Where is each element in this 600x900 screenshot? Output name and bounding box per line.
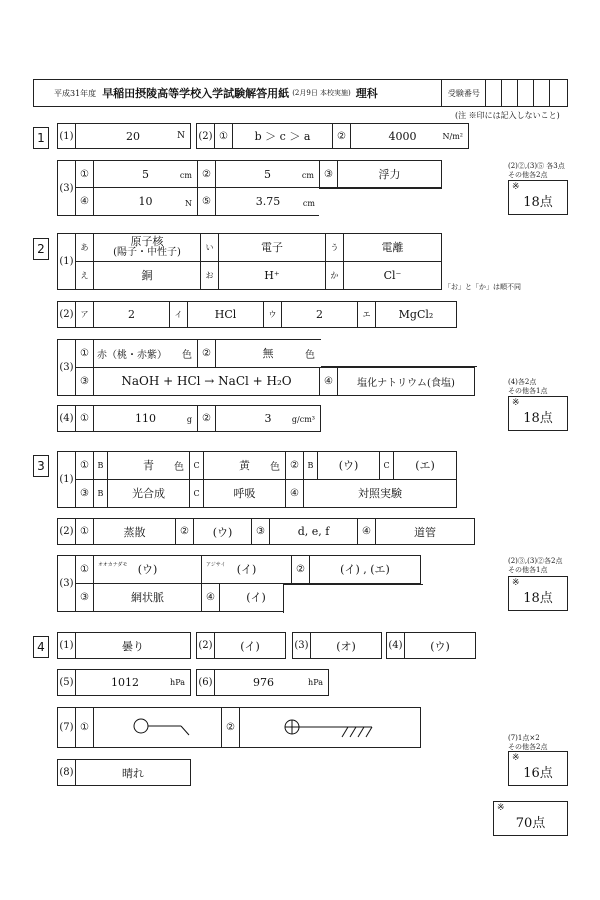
answer-value: 晴れ — [122, 766, 144, 780]
header-title-cell — [34, 80, 442, 106]
sub-label: ⑤ — [198, 188, 216, 215]
answer-field[interactable] — [94, 234, 201, 261]
q2-score-box — [508, 396, 568, 431]
answer-field[interactable] — [94, 556, 202, 583]
answer-field[interactable] — [94, 161, 198, 187]
part-label: (2) — [58, 519, 76, 544]
answer-field[interactable] — [270, 519, 358, 544]
answer-unit: N — [177, 131, 185, 141]
answer-value: 2 — [316, 308, 323, 321]
answer-value: (オ) — [336, 639, 356, 653]
sub-label: か — [326, 262, 344, 290]
sub-label: B — [304, 452, 318, 479]
q4-part4 — [386, 632, 476, 659]
q4-part3 — [292, 632, 382, 659]
answer-value: 黄 — [239, 459, 250, 473]
answer-value: 光合成 — [132, 487, 165, 501]
sub-label: C — [190, 480, 204, 508]
header-date: (2月9日 本校実施) — [292, 89, 351, 97]
sub-label: C — [190, 452, 204, 479]
sub-label: ① — [76, 708, 94, 747]
answer-unit: 色 — [305, 349, 315, 361]
answer-field[interactable] — [216, 340, 320, 367]
answer-field[interactable] — [405, 633, 475, 658]
score-value: 18点 — [523, 591, 553, 606]
score-value: 18点 — [523, 411, 553, 426]
sub-label: ④ — [286, 480, 304, 508]
answer-value: d, e, f — [297, 525, 330, 538]
answer-value: 4000 — [388, 129, 417, 143]
q2-order-note: 「お」と「か」は順不同 — [444, 283, 521, 291]
sub-label: お — [201, 262, 219, 290]
q1-score-box — [508, 180, 568, 215]
answer-value: 曇り — [122, 639, 144, 653]
question-1-number: 1 — [33, 127, 49, 149]
answer-value: 道管 — [414, 525, 436, 539]
answer-field[interactable] — [216, 188, 320, 215]
answer-unit: g — [186, 415, 192, 424]
answer-value: 110 — [135, 412, 156, 425]
q2-score-note — [508, 378, 547, 396]
exam-number-field[interactable] — [550, 80, 567, 106]
answer-field[interactable] — [188, 302, 264, 327]
answer-value: 電離 — [381, 241, 404, 255]
part-label: (2) — [197, 633, 215, 658]
sub-label: ④ — [76, 188, 94, 215]
answer-field[interactable] — [233, 124, 333, 148]
sub-label: ③ — [76, 368, 94, 396]
not-fill-mark: ※ — [512, 182, 520, 192]
answer-unit: cm — [179, 171, 192, 180]
sub-label: ② — [198, 406, 216, 431]
score-note-line: (7)1点×2 — [508, 734, 540, 742]
answer-value: b ＞ c ＞ a — [254, 130, 311, 143]
answer-value: (イ) — [246, 591, 266, 605]
header-school: 早稲田摂陵高等学校入学試験解答用紙 — [102, 87, 290, 100]
answer-value: H⁺ — [264, 268, 280, 282]
answer-field[interactable] — [338, 161, 441, 187]
weather-symbol-1 — [103, 713, 213, 743]
exam-number-field[interactable] — [486, 80, 502, 106]
score-note-line: その他各1点 — [508, 566, 548, 574]
answer-unit: g/cm³ — [291, 415, 315, 424]
answer-field[interactable] — [351, 124, 468, 148]
weather-symbol-2 — [260, 713, 400, 743]
score-note-line: その他各2点 — [508, 743, 548, 751]
q3-score-box — [508, 576, 568, 611]
sub-label: ② — [198, 161, 216, 187]
answer-value: (エ) — [415, 459, 435, 473]
q4-score-box — [508, 751, 568, 786]
q1-part2 — [196, 123, 469, 149]
answer-value: (ウ) — [212, 525, 233, 539]
header-year: 平成31年度 — [54, 88, 97, 98]
part-label: (8) — [58, 760, 76, 785]
part-label: (3) — [58, 556, 76, 611]
answer-value: HCl — [214, 308, 237, 321]
q4-part2 — [196, 632, 286, 659]
exam-number-field[interactable] — [534, 80, 550, 106]
answer-field[interactable] — [204, 480, 286, 508]
sub-label: あ — [76, 234, 94, 261]
sub-label: ② — [222, 708, 240, 747]
part-label: (6) — [197, 670, 215, 695]
sub-label: ① — [76, 161, 94, 187]
answer-value: 塩化ナトリウム(食塩) — [357, 377, 455, 389]
answer-field[interactable] — [376, 302, 456, 327]
answer-field[interactable] — [216, 406, 320, 431]
answer-unit: cm — [301, 171, 314, 180]
sub-label: い — [201, 234, 219, 261]
sub-label: ① — [76, 452, 94, 479]
q3-part1 — [57, 451, 457, 508]
total-score-box — [493, 801, 568, 836]
not-fill-mark: ※ — [512, 578, 520, 588]
answer-field[interactable] — [338, 368, 474, 396]
q2-part4 — [57, 405, 321, 432]
total-score-value: 70点 — [515, 816, 546, 831]
sub-label: ④ — [358, 519, 376, 544]
part-label: (4) — [387, 633, 405, 658]
sub-label: ④ — [202, 584, 220, 612]
not-fill-mark: ※ — [512, 753, 520, 763]
sub-label: え — [76, 262, 94, 290]
answer-value: 銅 — [141, 269, 153, 283]
sub-label: ② — [333, 124, 351, 148]
question-2-number: 2 — [33, 238, 49, 260]
q2-part2 — [57, 301, 457, 328]
answer-field[interactable] — [220, 584, 292, 612]
answer-field[interactable] — [318, 452, 380, 479]
answer-field[interactable] — [282, 302, 358, 327]
answer-value: 青 — [143, 459, 154, 473]
answer-value: 蒸散 — [123, 525, 146, 539]
exam-number-field[interactable] — [518, 80, 534, 106]
answer-field[interactable] — [219, 262, 326, 290]
answer-field[interactable] — [94, 584, 202, 612]
answer-value: NaOH + HCl → NaCl + H₂O — [121, 374, 292, 389]
answer-value: 対照実験 — [358, 487, 402, 501]
score-value: 18点 — [523, 195, 553, 210]
q4-part5 — [57, 669, 191, 696]
answer-value: 3 — [264, 412, 272, 425]
score-note-line: (2)③,(3)②各2点 — [508, 557, 563, 565]
answer-field[interactable] — [202, 556, 292, 583]
answer-unit: 色 — [174, 461, 184, 473]
score-note-line: その他各1点 — [508, 387, 548, 395]
sub-label: ② — [198, 340, 216, 367]
part-label: (7) — [58, 708, 76, 747]
sub-label: ① — [215, 124, 233, 148]
sub-label: ③ — [320, 161, 338, 187]
answer-field[interactable] — [194, 519, 252, 544]
score-note-line: (4)各2点 — [508, 378, 537, 386]
sub-label: ③ — [252, 519, 270, 544]
answer-field[interactable] — [76, 760, 190, 785]
sub-label: ③ — [76, 480, 94, 508]
answer-field[interactable] — [311, 633, 381, 658]
answer-value: Cl⁻ — [383, 268, 402, 282]
sub-label: ア — [76, 302, 94, 327]
answer-field[interactable] — [108, 452, 190, 479]
answer-field[interactable] — [94, 262, 201, 290]
answer-value: (イ) , (エ) — [340, 563, 390, 577]
score-value: 16点 — [523, 766, 553, 781]
answer-value: 5 — [264, 167, 271, 181]
q4-part1 — [57, 632, 191, 659]
header-subject: 理科 — [355, 87, 378, 100]
answer-value: 網状脈 — [131, 591, 164, 605]
answer-value: (ウ) — [137, 563, 158, 577]
q1-score-note — [508, 162, 565, 180]
answer-field[interactable] — [376, 519, 474, 544]
q4-part8 — [57, 759, 191, 786]
sub-label: ウ — [264, 302, 282, 327]
part-label: (2) — [58, 302, 76, 327]
answer-field[interactable] — [94, 188, 198, 215]
sub-label: ④ — [320, 368, 338, 396]
part-label: (5) — [58, 670, 76, 695]
sub-label: C — [380, 452, 394, 479]
answer-field[interactable] — [216, 161, 320, 187]
answer-value: 10 — [138, 195, 153, 208]
score-note-line: (2)②,(3)⑤ 各3点 — [508, 162, 565, 170]
answer-field[interactable] — [344, 234, 441, 261]
answer-value-sub: (陽子・中性子) — [113, 247, 181, 259]
answer-field[interactable] — [219, 234, 326, 261]
answer-value: 2 — [128, 308, 135, 321]
q2-part1 — [57, 233, 442, 290]
answer-field[interactable] — [94, 519, 176, 544]
answer-value: 原子核 — [130, 235, 164, 249]
answer-field[interactable] — [76, 633, 190, 658]
answer-unit: hPa — [170, 678, 185, 687]
answer-unit: 色 — [270, 461, 280, 473]
answer-value: 20 — [126, 129, 140, 143]
part-label: (1) — [58, 234, 76, 289]
answer-field[interactable] — [310, 556, 420, 583]
not-fill-mark: ※ — [497, 803, 505, 813]
question-4-number: 4 — [33, 636, 49, 658]
answer-field[interactable] — [94, 340, 198, 367]
answer-value: 呼吸 — [233, 487, 256, 501]
answer-field[interactable] — [204, 452, 286, 479]
part-label: (3) — [58, 340, 76, 395]
score-note-line: その他各2点 — [508, 171, 548, 179]
q3-score-note — [508, 557, 563, 575]
sub-label: ① — [76, 406, 94, 431]
answer-value: (イ) — [240, 639, 260, 653]
header-box — [33, 79, 568, 107]
q1-part1 — [57, 123, 191, 149]
answer-field[interactable] — [94, 302, 170, 327]
exam-number-field[interactable] — [502, 80, 518, 106]
q4-part7 — [57, 707, 421, 748]
answer-unit: hPa — [308, 678, 323, 687]
part-label: (2) — [197, 124, 215, 148]
answer-value: 5 — [142, 167, 149, 181]
header-note: (注 ※印には記入しないこと) — [455, 111, 560, 120]
answer-unit: N — [185, 199, 192, 208]
sub-label: ② — [176, 519, 194, 544]
answer-value: (ウ) — [430, 639, 450, 653]
sub-label: ③ — [76, 584, 94, 612]
answer-value: (イ) — [236, 563, 257, 577]
part-label: (1) — [58, 633, 76, 658]
answer-field[interactable] — [108, 480, 190, 508]
part-label: (3) — [293, 633, 311, 658]
answer-value: 1012 — [111, 676, 139, 689]
exam-number-label: 受験番号 — [442, 80, 486, 106]
question-3-number: 3 — [33, 455, 49, 477]
part-label: (1) — [58, 124, 76, 148]
part-label: (4) — [58, 406, 76, 431]
q4-part6 — [196, 669, 329, 696]
answer-field[interactable] — [344, 262, 441, 290]
sub-label: ① — [76, 519, 94, 544]
sub-label: B — [94, 480, 108, 508]
sub-label: ① — [76, 340, 94, 367]
answer-field[interactable] — [215, 633, 285, 658]
answer-value: 電子 — [261, 241, 283, 255]
answer-value: MgCl₂ — [398, 308, 434, 321]
answer-field[interactable] — [304, 480, 456, 508]
answer-field[interactable] — [94, 708, 222, 747]
sub-label: エ — [358, 302, 376, 327]
part-label: (3) — [58, 161, 76, 215]
answer-value: (ウ) — [338, 459, 359, 473]
answer-field[interactable] — [394, 452, 456, 479]
answer-value: 浮力 — [378, 168, 401, 181]
answer-field[interactable] — [94, 368, 320, 396]
sub-label: B — [94, 452, 108, 479]
part-label: (1) — [58, 452, 76, 507]
answer-field[interactable] — [240, 708, 420, 747]
answer-value: 976 — [253, 676, 274, 689]
answer-field[interactable] — [94, 406, 198, 431]
answer-field[interactable] — [215, 670, 328, 695]
not-fill-mark: ※ — [512, 398, 520, 408]
plant-label: アジサイ — [206, 562, 226, 568]
sub-label: ① — [76, 556, 94, 583]
sub-label: ② — [286, 452, 304, 479]
answer-value: 無 — [262, 347, 274, 361]
answer-field[interactable] — [76, 670, 190, 695]
plant-label: オオカナダモ — [98, 562, 128, 568]
answer-unit: 色 — [182, 349, 192, 361]
answer-unit: cm — [302, 199, 315, 208]
answer-unit: N/m² — [442, 132, 463, 141]
answer-value: 3.75 — [255, 195, 281, 208]
q4-score-note — [508, 734, 547, 752]
sub-label: ② — [292, 556, 310, 583]
sub-label: イ — [170, 302, 188, 327]
sub-label: う — [326, 234, 344, 261]
answer-field[interactable] — [76, 124, 190, 148]
q3-part2 — [57, 518, 475, 545]
answer-value: 赤（桃・赤紫） — [97, 349, 167, 361]
